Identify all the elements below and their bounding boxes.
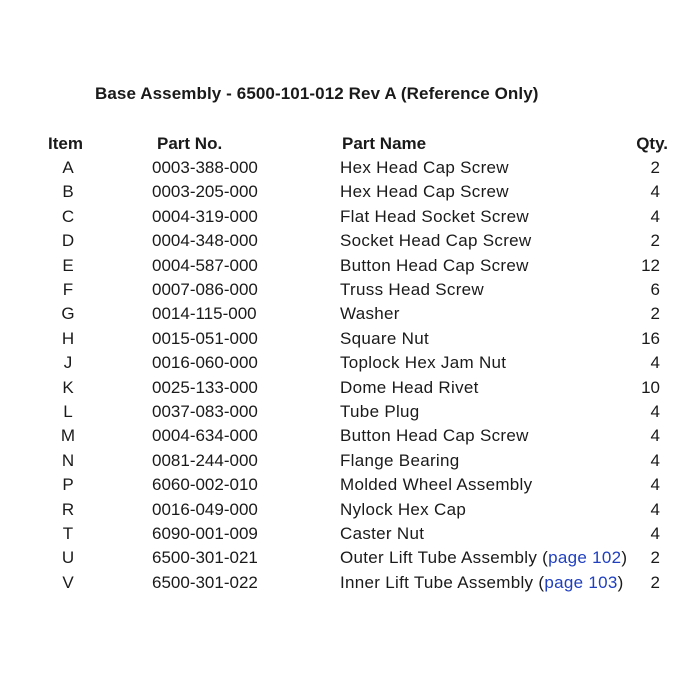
header-qty: Qty. [636, 134, 668, 153]
item-letter: U [61, 548, 75, 568]
part-name-text: Inner Lift Tube Assembly [340, 572, 534, 592]
item-letter: E [62, 255, 74, 275]
quantity: 2 [650, 572, 660, 592]
part-name [340, 229, 532, 253]
part-name-text: Molded Wheel Assembly [340, 475, 533, 495]
part-name-text: Nylock Hex Cap [340, 499, 467, 519]
table-row [0, 376, 700, 400]
quantity: 4 [650, 402, 660, 421]
part-number: 0016-060-000 [152, 353, 258, 373]
page-reference-link[interactable]: page 103 [544, 572, 618, 592]
item-letter: B [62, 182, 74, 202]
part-number: 6090-001-009 [152, 524, 258, 543]
document-title: Base Assembly - 6500-101-012 Rev A (Reference Only) [95, 84, 539, 103]
quantity: 16 [641, 328, 660, 348]
part-number: 0037-083-000 [152, 402, 258, 421]
part-number: 0007-086-000 [152, 280, 258, 299]
quantity: 4 [650, 182, 660, 202]
part-number: 6500-301-021 [152, 548, 258, 568]
part-number: 0004-319-000 [152, 206, 258, 226]
item-letter: J [63, 353, 73, 373]
part-name [340, 327, 429, 351]
part-number: 6500-301-022 [152, 572, 258, 592]
table-row [0, 327, 700, 351]
item-letter: N [61, 450, 75, 470]
part-number: 0015-051-000 [152, 328, 258, 348]
header-part-no: Part No. [157, 134, 223, 153]
part-name-text: Socket Head Cap Screw [340, 231, 532, 251]
header-item: Item [48, 134, 83, 153]
part-number: 0025-133-000 [152, 377, 258, 397]
item-letter: G [61, 304, 75, 324]
part-name [340, 351, 506, 375]
part-name-text: Square Nut [340, 328, 429, 348]
item-letter: H [61, 328, 75, 348]
quantity: 2 [650, 548, 660, 568]
table-row [0, 522, 700, 546]
part-name-text: Dome Head Rivet [340, 377, 479, 397]
table-row [0, 400, 700, 424]
part-name [340, 156, 509, 180]
part-name-text: Hex Head Cap Screw [340, 158, 509, 177]
page-reference-link[interactable]: page 102 [548, 548, 622, 568]
table-row [0, 351, 700, 375]
quantity: 4 [650, 353, 660, 373]
part-name-text: Caster Nut [340, 524, 425, 543]
part-name-text: Toplock Hex Jam Nut [340, 353, 507, 373]
part-name-text: Button Head Cap Screw [340, 255, 529, 275]
part-name [340, 254, 529, 278]
table-row [0, 498, 700, 522]
part-name [340, 473, 532, 497]
part-number: 0004-587-000 [152, 255, 258, 275]
table-row [0, 156, 700, 180]
part-name-text: Hex Head Cap Screw [340, 182, 509, 202]
item-letter: M [60, 426, 76, 446]
table-row [0, 254, 700, 278]
part-name-text: Tube Plug [340, 402, 420, 421]
quantity: 4 [650, 450, 660, 470]
part-name [340, 376, 479, 400]
table-row [0, 473, 700, 497]
table-row [0, 278, 700, 302]
part-name [340, 180, 509, 204]
item-letter: V [62, 572, 74, 592]
part-number: 0016-049-000 [152, 499, 258, 519]
table-row [0, 571, 700, 595]
table-row [0, 302, 700, 326]
part-name-text: Washer [340, 304, 400, 324]
part-name [340, 424, 529, 448]
item-letter: K [62, 377, 74, 397]
table-row [0, 424, 700, 448]
part-name-text: Flange Bearing [340, 450, 460, 470]
part-number: 0004-348-000 [152, 231, 258, 251]
item-letter: T [62, 524, 74, 543]
header-part-name: Part Name [342, 134, 427, 153]
item-letter: R [61, 499, 75, 519]
quantity: 4 [650, 206, 660, 226]
part-number: 0081-244-000 [152, 450, 258, 470]
item-letter: C [61, 206, 75, 226]
item-letter: A [62, 158, 74, 177]
part-name [340, 302, 400, 326]
item-letter: D [61, 231, 75, 251]
part-name [340, 449, 460, 473]
table-header [0, 132, 700, 156]
part-name [340, 400, 420, 424]
quantity: 2 [650, 231, 660, 251]
part-name-text: Truss Head Screw [340, 280, 484, 299]
part-number: 0003-388-000 [152, 158, 258, 177]
table-row [0, 229, 700, 253]
part-name-text: Flat Head Socket Screw [340, 206, 529, 226]
part-name [340, 278, 484, 302]
quantity: 2 [650, 304, 660, 324]
part-number: 0004-634-000 [152, 426, 258, 446]
part-number: 6060-002-010 [152, 475, 258, 495]
item-letter: F [62, 280, 74, 299]
part-number: 0003-205-000 [152, 182, 258, 202]
part-name-text: Button Head Cap Screw [340, 426, 529, 446]
part-name: Outer Lift Tube Assembly (page 102) [340, 548, 628, 568]
quantity: 10 [641, 377, 660, 397]
item-letter: L [63, 402, 73, 421]
quantity: 4 [650, 475, 660, 495]
part-name [340, 498, 466, 522]
table-row [0, 205, 700, 229]
table-row [0, 546, 700, 570]
quantity: 4 [650, 499, 660, 519]
quantity: 4 [650, 426, 660, 446]
table-row [0, 180, 700, 204]
item-letter: P [62, 475, 74, 495]
quantity: 2 [650, 158, 660, 177]
part-name [340, 205, 529, 229]
quantity: 12 [641, 255, 660, 275]
table-row [0, 449, 700, 473]
quantity: 4 [650, 524, 660, 543]
quantity: 6 [650, 280, 660, 299]
part-name [340, 522, 424, 546]
part-name-text: Outer Lift Tube Assembly [340, 548, 538, 568]
part-number: 0014-115-000 [152, 304, 257, 324]
part-name: Inner Lift Tube Assembly (page 103) [340, 572, 624, 592]
